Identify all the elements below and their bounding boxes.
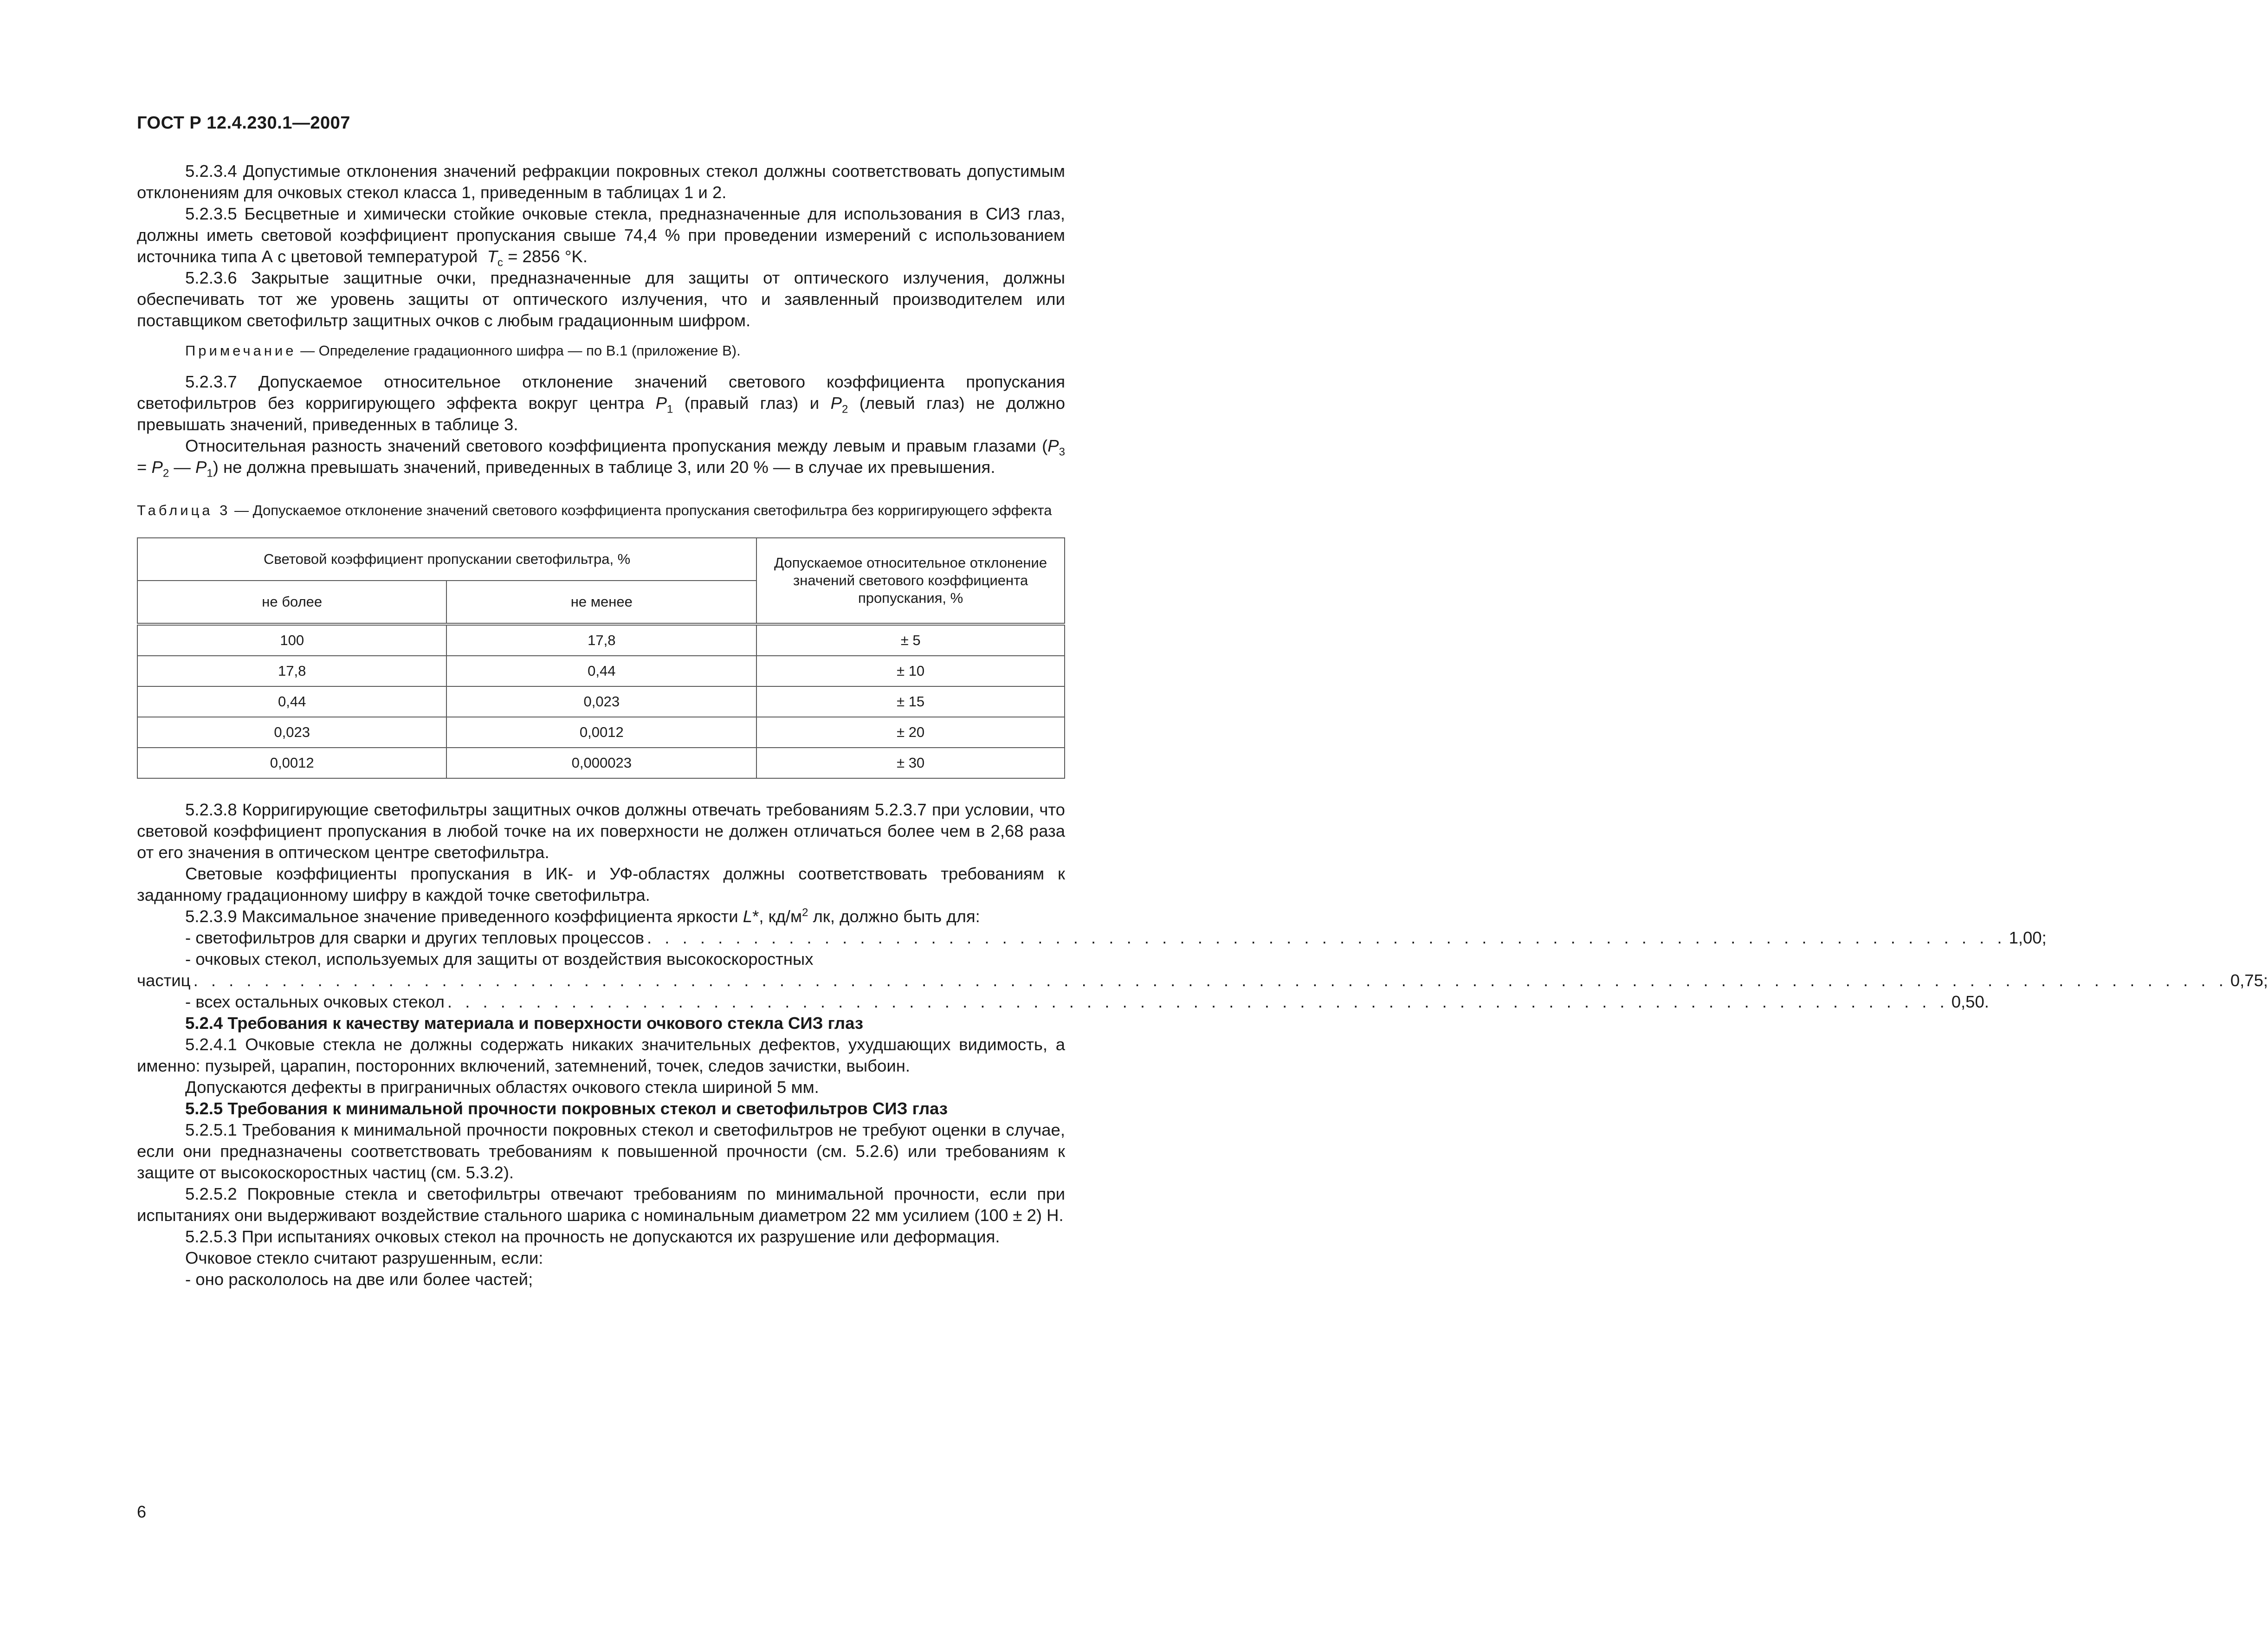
- table-head-deviation: Допускаемое относительное отклонение значений светового коэффициента пропускания, %: [756, 538, 1065, 624]
- paragraph-text: (левый глаз) не должно превышать значений, приведенных в таблице 3.: [137, 394, 1065, 434]
- table-cell: 0,000023: [446, 748, 756, 778]
- table-cell: 0,023: [446, 686, 756, 717]
- paragraph-ir-uv: Световые коэффициенты пропускания в ИК- и УФ-областях должны соответствовать требованиям к заданному градационному шифру в каждой точке светофильтра.: [137, 864, 1065, 904]
- table-cell: 0,023: [137, 717, 446, 748]
- symbol-p: P: [195, 458, 207, 477]
- table-cell: 100: [137, 624, 446, 656]
- table-cell: ± 5: [756, 624, 1065, 656]
- list-item-label: - всех остальных очковых стекол: [185, 992, 445, 1011]
- operator: =: [137, 458, 147, 477]
- table-cell: ± 30: [756, 748, 1065, 778]
- list-item-value: 0,75;: [2230, 971, 2268, 990]
- paragraph-5-2-5-1: 5.2.5.1 Требования к минимальной прочности покровных стекол и светофильтров не требуют оценки в случае, если они предназначены соответствовать требованиям к повышенной прочности (см. 5.2.6) или требованиям к защите от высокоскоростных частиц (см. 5.3.2).: [137, 1120, 1065, 1182]
- paragraph-5-2-3-5: [137, 203, 1065, 267]
- list-item-high-speed-line1: - очковых стекол, используемых для защиты от воздействия высокоскоростных: [185, 950, 814, 969]
- table-head-max: не более: [137, 581, 446, 624]
- table-cell: ± 10: [756, 656, 1065, 686]
- table-row: [137, 717, 1065, 748]
- table-head-group: Световой коэффициент пропускании светофильтра, %: [137, 538, 756, 581]
- table-cell: ± 15: [756, 686, 1065, 717]
- dot-leader: . . . . . . . . . . . . . . . . . . . . . . . . . . . . . . . . . . . . . . . . . . . . . . . . . . . . . . . . . . . . . . . . . . . . . . . . . . . . . . . . . . . . . . . . . . . . . . . . . . . . . . . . . . . . . . . . . . .: [193, 971, 2228, 990]
- table-row: [137, 624, 1065, 656]
- table-row: [137, 748, 1065, 778]
- table-head-min: не менее: [446, 581, 756, 624]
- list-item-value: 1,00;: [2009, 928, 2047, 947]
- paragraph-5-2-3-6: 5.2.3.6 Закрытые защитные очки, предназначенные для защиты от оптического излучения, должны обеспечивать тот же уровень защиты от оптического излучения, что и заявленный производителем или поставщиком светофильтр защитных очков с любым градационным шифром.: [137, 268, 1065, 330]
- table-caption-text: — Допускаемое отклонение значений светового коэффициента пропускания светофильтра без корригирующего эффекта: [234, 502, 1052, 518]
- table-cell: 0,0012: [446, 717, 756, 748]
- paragraph-relative-difference: [137, 435, 1065, 478]
- subscript: 1: [666, 403, 673, 416]
- table-row: [137, 656, 1065, 686]
- paragraph-5-2-3-8: 5.2.3.8 Корригирующие светофильтры защитных очков должны отвечать требованиям 5.2.3.7 при условии, что световой коэффициент пропускания в любой точке на их поверхности не должен отличаться более чем в 2,68 раза от его значения в оптическом центре светофильтра.: [137, 800, 1065, 862]
- table-cell: 17,8: [137, 656, 446, 686]
- page-number: 6: [137, 1502, 147, 1521]
- paragraph-5-2-5-2: 5.2.5.2 Покровные стекла и светофильтры отвечают требованиям по минимальной прочности, если при испытаниях они выдерживают воздействие стального шарика с номинальным диаметром 22 мм усилием (100 ± 2) Н.: [137, 1184, 1065, 1225]
- paragraph-5-2-4-1: 5.2.4.1 Очковые стекла не должны содержать никаких значительных дефектов, ухудшающих видимость, а именно: пузырей, царапин, посторонних включений, затемнений, точек, следов зачистки, выбоин.: [137, 1035, 1065, 1075]
- paragraph-text: = 2856 °K.: [508, 247, 588, 266]
- paragraph-broken-criteria: Очковое стекло считают разрушенным, если:: [185, 1248, 543, 1267]
- subscript: 3: [1059, 446, 1065, 459]
- paragraph-text: ) не должна превышать значений, приведенных в таблице 3, или 20 % — в случае их превышения.: [213, 458, 995, 477]
- document-header: ГОСТ Р 12.4.230.1—2007: [137, 113, 350, 133]
- list-item-label: - светофильтров для сварки и других тепловых процессов: [185, 928, 644, 947]
- dot-leader: . . . . . . . . . . . . . . . . . . . . . . . . . . . . . . . . . . . . . . . . . . . . . . . . . . . . . . . . . . . . . . . . . . . . . . . . . . . . .: [647, 928, 2006, 947]
- table-cell: 0,44: [446, 656, 756, 686]
- section-heading-5-2-5: 5.2.5 Требования к минимальной прочности покровных стекол и светофильтров СИЗ глаз: [185, 1099, 948, 1118]
- paragraph-5-2-3-7: [137, 371, 1065, 435]
- table-cell: ± 20: [756, 717, 1065, 748]
- table-caption: [137, 501, 1065, 520]
- subscript: 2: [842, 403, 848, 416]
- paragraph-text: 5.2.3.5 Бесцветные и химически стойкие очковые стекла, предназначенные для использования в СИЗ глаз, должны иметь световой коэффициент пропускания свыше 74,4 % при проведении измерений с использованием источника типа А с цветовой температурой: [137, 204, 1065, 266]
- list-item-label: частиц: [137, 971, 191, 990]
- symbol-p: P: [1047, 436, 1059, 455]
- symbol-t: T: [487, 247, 498, 266]
- table-cell: 0,44: [137, 686, 446, 717]
- symbol-p: P: [151, 458, 163, 477]
- note-text: — Определение градационного шифра — по В.1 (приложение В).: [300, 342, 741, 359]
- paragraph-text: Относительная разность значений светового коэффициента пропускания между левым и правым глазами (: [185, 436, 1048, 455]
- paragraph-text: *, кд/м: [752, 907, 802, 926]
- symbol-p: P: [655, 394, 667, 413]
- list-item-other: [137, 991, 1989, 1013]
- operator: —: [174, 458, 191, 477]
- subscript: c: [497, 256, 503, 269]
- note: [137, 342, 1065, 360]
- table-cell: 17,8: [446, 624, 756, 656]
- paragraph-text: (правый глаз) и: [684, 394, 820, 413]
- paragraph-edge-defects: Допускаются дефекты в приграничных областях очкового стекла шириной 5 мм.: [185, 1078, 819, 1097]
- list-item-welding: [137, 927, 2047, 949]
- superscript: 2: [802, 906, 808, 919]
- symbol-p: P: [830, 394, 842, 413]
- paragraph-text: 5.2.3.7 Допускаемое относительное отклонение значений светового коэффициента пропускания светофильтров без корригирующего эффекта вокруг центра: [137, 372, 1065, 413]
- paragraph-text: лк, должно быть для:: [813, 907, 980, 926]
- paragraph-5-2-3-9: [137, 906, 1065, 927]
- paragraph-5-2-5-3: 5.2.5.3 При испытаниях очковых стекол на прочность не допускаются их разрушение или деформация.: [185, 1227, 1000, 1246]
- table-row: [137, 686, 1065, 717]
- table-3: [137, 537, 1065, 779]
- list-item-value: 0,50.: [1951, 992, 1989, 1011]
- symbol-l: L: [743, 907, 753, 926]
- paragraph-5-2-3-4: 5.2.3.4 Допустимые отклонения значений рефракции покровных стекол должны соответствовать допустимым отклонениям для очковых стекол класса 1, приведенным в таблицах 1 и 2.: [137, 162, 1065, 202]
- list-item-broken: - оно раскололось на две или более частей;: [185, 1270, 533, 1289]
- subscript: 1: [207, 467, 213, 480]
- table-cell: 0,0012: [137, 748, 446, 778]
- document-body: [137, 161, 2268, 1290]
- dot-leader: . . . . . . . . . . . . . . . . . . . . . . . . . . . . . . . . . . . . . . . . . . . . . . . . . . . . . . . . . . . . . . . . . . . . . . . . . . . . . . . . . . . . .: [447, 992, 1949, 1011]
- note-label: Примечание: [185, 342, 297, 359]
- subscript: 2: [162, 467, 169, 480]
- paragraph-text: 5.2.3.9 Максимальное значение приведенного коэффициента яркости: [185, 907, 738, 926]
- list-item-particles: [137, 970, 2268, 991]
- table-caption-label: Таблица 3: [137, 502, 231, 518]
- section-heading-5-2-4: 5.2.4 Требования к качеству материала и поверхности очкового стекла СИЗ глаз: [185, 1014, 863, 1033]
